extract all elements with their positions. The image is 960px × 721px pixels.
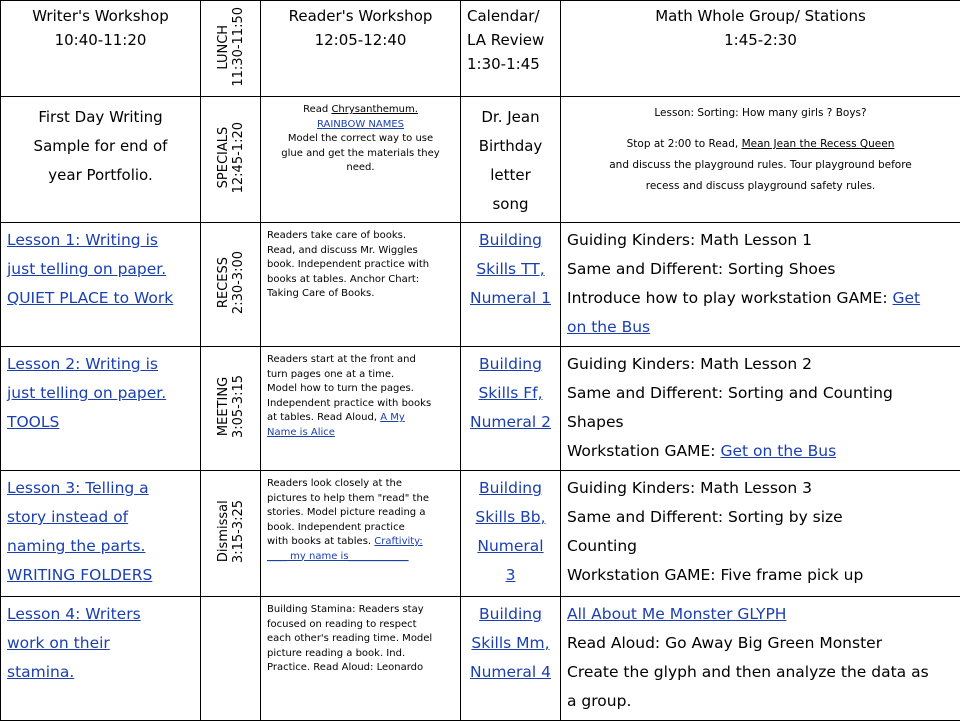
row5-calendar: Building Skills Mm, Numeral 4 bbox=[461, 597, 561, 721]
recess-title: RECESS bbox=[216, 251, 231, 314]
dismissal-time: 3:15-3:25 bbox=[231, 500, 246, 563]
readers-time: 12:05-12:40 bbox=[267, 28, 454, 52]
row3-math: Guiding Kinders: Math Lesson 2 Same and Different: Sorting and Counting Shapes Workstation GAME: Get on the Bus bbox=[561, 347, 960, 471]
header-lunch bbox=[201, 1, 261, 97]
get-on-the-bus-link[interactable]: Get bbox=[893, 289, 921, 307]
calendar-title-2: LA Review bbox=[467, 28, 554, 52]
row2-calendar: Building Skills TT, Numeral 1 bbox=[461, 223, 561, 347]
row1-divider-specials bbox=[201, 97, 261, 223]
meeting-time: 3:05-3:15 bbox=[231, 375, 246, 438]
monster-glyph-link[interactable]: All About Me Monster GLYPH bbox=[567, 605, 786, 623]
row-lesson-3 bbox=[1, 471, 960, 597]
row4-divider-dismissal bbox=[201, 471, 261, 597]
row3-reading: Readers start at the front and turn pages one at a time. Model how to turn the pages. Independent practice with books at tables. Read Aloud, A My Name is Alice bbox=[261, 347, 461, 471]
mean-jean-link[interactable]: Mean Jean the Recess Queen bbox=[742, 138, 895, 150]
row4-writing: Lesson 3: Telling a story instead of naming the parts. WRITING FOLDERS bbox=[1, 471, 201, 597]
header-calendar bbox=[461, 1, 561, 97]
row2-math: Guiding Kinders: Math Lesson 1 Same and Different: Sorting Shoes Introduce how to play workstation GAME: Get on the Bus bbox=[561, 223, 960, 347]
specials-title: SPECIALS bbox=[216, 122, 231, 193]
row3-writing: Lesson 2: Writing is just telling on paper. TOOLS bbox=[1, 347, 201, 471]
row-lesson-1 bbox=[1, 223, 960, 347]
row4-reading: Readers look closely at the pictures to help them "read" the stories. Model picture reading a book. Independent practice with books at tables. Craftivity: ____ my name is____________ bbox=[261, 471, 461, 597]
building-skills-tt-link[interactable]: Building bbox=[479, 231, 542, 249]
row5-divider-empty bbox=[201, 597, 261, 721]
row-lesson-4 bbox=[1, 597, 960, 721]
readers-title: Reader's Workshop bbox=[267, 4, 454, 28]
row4-math: Guiding Kinders: Math Lesson 3 Same and Different: Sorting by size Counting Workstation GAME: Five frame pick up bbox=[561, 471, 960, 597]
lunch-title: LUNCH bbox=[216, 7, 231, 87]
row2-divider-recess bbox=[201, 223, 261, 347]
dismissal-title: Dismissal bbox=[216, 500, 231, 563]
row5-reading: Building Stamina: Readers stay focused on reading to respect each other's reading time. Model picture reading a book. Ind. Practice. Read Aloud: Leonardo bbox=[261, 597, 461, 721]
lesson1-link[interactable]: Lesson 1: Writing is bbox=[7, 231, 158, 249]
row1-writing: First Day Writing Sample for end of year Portfolio. bbox=[1, 97, 201, 223]
header-row bbox=[1, 1, 960, 97]
lunch-time: 11:30-11:50 bbox=[231, 7, 246, 87]
header-writers-workshop bbox=[1, 1, 201, 97]
building-skills-ff-link[interactable]: Building bbox=[479, 355, 542, 373]
row3-calendar: Building Skills Ff, Numeral 2 bbox=[461, 347, 561, 471]
get-on-the-bus-link-2[interactable]: Get on the Bus bbox=[720, 442, 836, 460]
row5-math: All About Me Monster GLYPH Read Aloud: Go Away Big Green Monster Create the glyph and then analyze the data as a group. bbox=[561, 597, 960, 721]
rainbow-names-link[interactable]: RAINBOW NAMES bbox=[317, 119, 404, 130]
row2-writing: Lesson 1: Writing is just telling on paper. QUIET PLACE to Work bbox=[1, 223, 201, 347]
row-first-day bbox=[1, 97, 960, 223]
math-time: 1:45-2:30 bbox=[567, 28, 954, 52]
row4-calendar: Building Skills Bb, Numeral 3 bbox=[461, 471, 561, 597]
row5-writing: Lesson 4: Writers work on their stamina. bbox=[1, 597, 201, 721]
recess-time: 2:30-3:00 bbox=[231, 251, 246, 314]
row1-math: Lesson: Sorting: How many girls ? Boys? Stop at 2:00 to Read, Mean Jean the Recess Queen and discuss the playground rules. Tour playground before recess and discuss playground safety rules. bbox=[561, 97, 960, 223]
row2-reading: Readers take care of books. Read, and discuss Mr. Wiggles book. Independent practice with books at tables. Anchor Chart: Taking Care of Books. bbox=[261, 223, 461, 347]
meeting-title: MEETING bbox=[216, 375, 231, 438]
building-skills-mm-link[interactable]: Building bbox=[479, 605, 542, 623]
lesson2-link[interactable]: Lesson 2: Writing is bbox=[7, 355, 158, 373]
craftivity-link[interactable]: Craftivity: bbox=[374, 536, 422, 547]
writers-time: 10:40-11:20 bbox=[7, 28, 194, 52]
header-math bbox=[561, 1, 960, 97]
calendar-title: Calendar/ bbox=[467, 4, 554, 28]
row-lesson-2 bbox=[1, 347, 960, 471]
math-title: Math Whole Group/ Stations bbox=[567, 4, 954, 28]
lesson4-link[interactable]: Lesson 4: Writers bbox=[7, 605, 141, 623]
row3-divider-meeting bbox=[201, 347, 261, 471]
writers-title: Writer's Workshop bbox=[7, 4, 194, 28]
header-readers-workshop bbox=[261, 1, 461, 97]
row1-reading: Read Chrysanthemum. RAINBOW NAMES Model the correct way to use glue and get the materials they need. bbox=[261, 97, 461, 223]
calendar-time: 1:30-1:45 bbox=[467, 52, 554, 76]
lesson3-link[interactable]: Lesson 3: Telling a bbox=[7, 479, 149, 497]
a-my-name-link[interactable]: A My bbox=[380, 412, 405, 423]
chrysanthemum-link[interactable]: Chrysanthemum. bbox=[331, 104, 417, 115]
building-skills-bb-link[interactable]: Building bbox=[479, 479, 542, 497]
row1-calendar: Dr. Jean Birthday letter song bbox=[461, 97, 561, 223]
specials-time: 12:45-1:20 bbox=[231, 122, 246, 193]
